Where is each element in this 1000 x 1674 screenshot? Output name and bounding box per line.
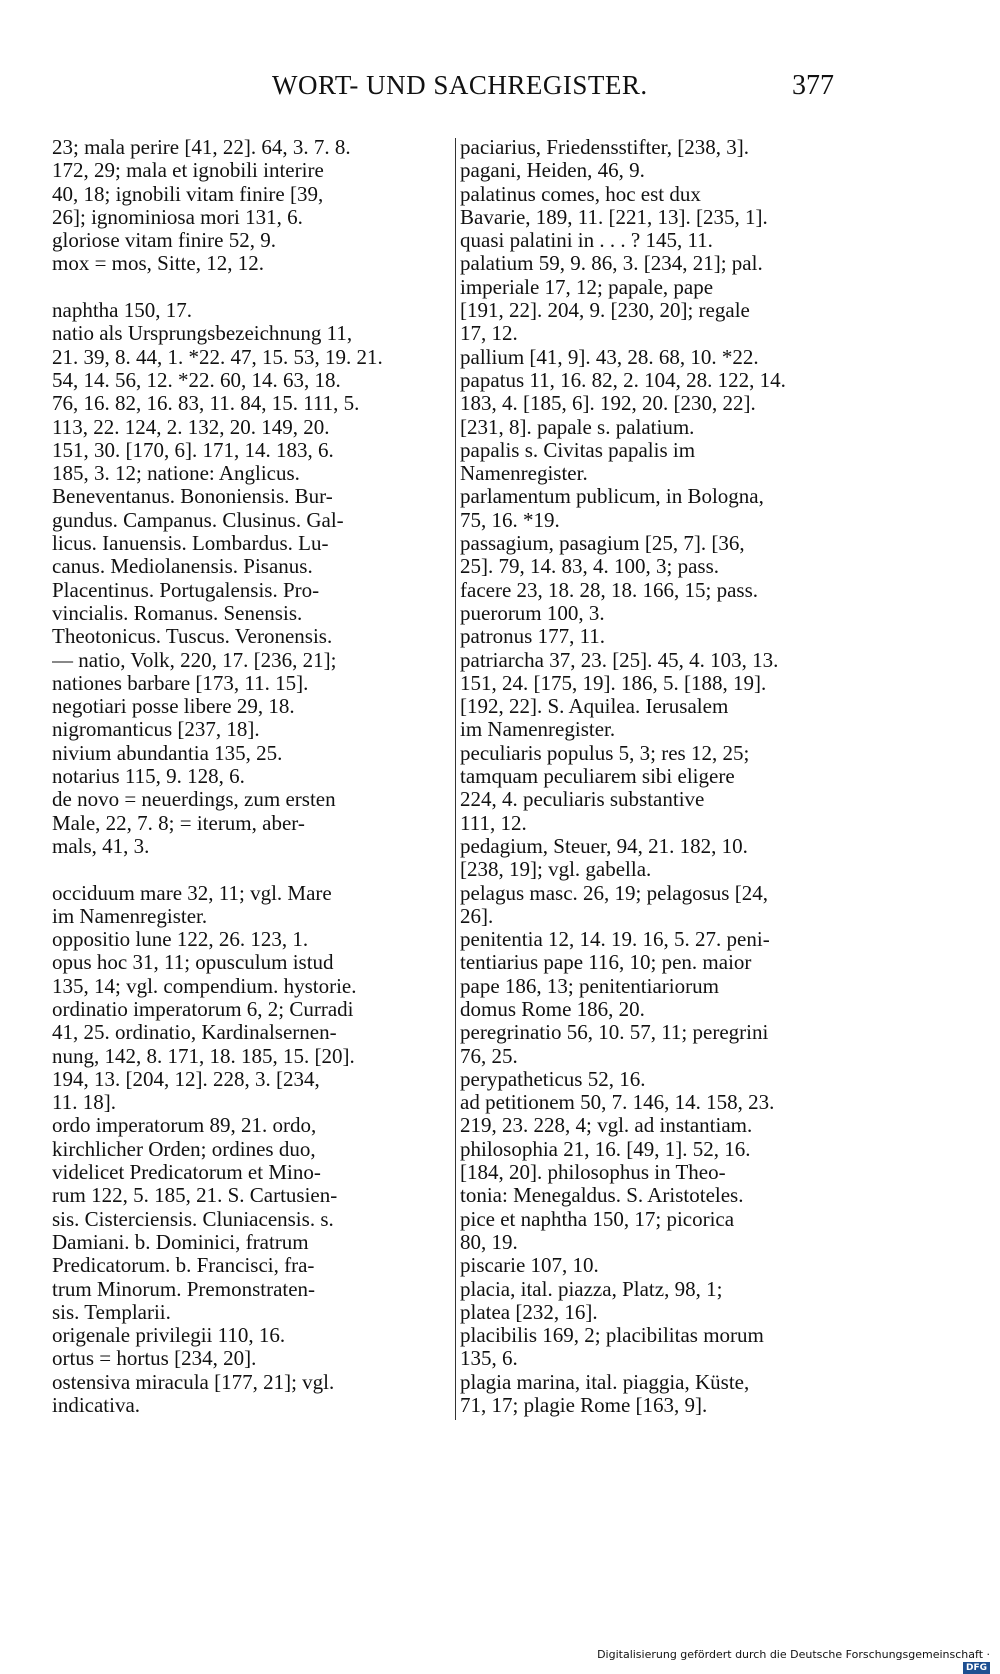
blank-line <box>52 276 444 299</box>
page-number: 377 <box>792 70 834 101</box>
index-line: 111, 12. <box>460 811 527 835</box>
index-line: tonia: Menegaldus. S. Aristoteles. <box>460 1184 744 1208</box>
index-line: puerorum 100, 3. <box>460 601 605 625</box>
index-line: ordinatio imperatorum 6, 2; Curradi <box>52 997 354 1021</box>
index-line: Male, 22, 7. 8; = iterum, aber- <box>52 811 305 835</box>
index-line: 151, 30. [170, 6]. 171, 14. 183, 6. <box>52 438 334 462</box>
index-line: naphtha 150, 17. <box>52 299 192 323</box>
index-line: 113, 22. 124, 2. 132, 20. 149, 20. <box>52 415 330 439</box>
index-line: 135, 6. <box>460 1347 518 1371</box>
column-divider <box>455 138 456 1420</box>
index-line: ostensiva miracula [177, 21]; vgl. <box>52 1370 335 1394</box>
index-line: papalis s. Civitas papalis im <box>460 438 696 462</box>
index-line: nivium abundantia 135, 25. <box>52 741 283 765</box>
index-line: peregrinatio 56, 10. 57, 11; peregrini <box>460 1021 769 1045</box>
index-line: mox = mos, Sitte, 12, 12. <box>52 252 264 276</box>
right-column <box>460 136 862 1417</box>
index-line: pelagus masc. 26, 19; pelagosus [24, <box>460 881 768 905</box>
index-line: pallium [41, 9]. 43, 28. 68, 10. *22. <box>460 345 759 369</box>
index-line: 26]; ignominiosa mori 131, 6. <box>52 205 303 229</box>
index-line: ortus = hortus [234, 20]. <box>52 1347 257 1371</box>
index-line: 11. 18]. <box>52 1091 116 1115</box>
index-line: pedagium, Steuer, 94, 21. 182, 10. <box>460 834 748 858</box>
index-line: imperiale 17, 12; papale, pape <box>460 275 714 299</box>
index-line: domus Rome 186, 20. <box>460 997 645 1021</box>
index-line: vincialis. Romanus. Senensis. <box>52 601 303 625</box>
index-line: 25]. 79, 14. 83, 4. 100, 3; pass. <box>460 555 719 579</box>
index-line: de novo = neuerdings, zum ersten <box>52 788 336 812</box>
index-line: parlamentum publicum, in Bologna, <box>460 485 764 509</box>
index-line: 40, 18; ignobili vitam finire [39, <box>52 182 324 206</box>
index-line: gloriose vitam finire 52, 9. <box>52 229 276 253</box>
index-line: platea [232, 16]. <box>460 1300 598 1324</box>
index-line: passagium, pasagium [25, 7]. [36, <box>460 532 745 556</box>
page-header <box>0 70 1000 110</box>
index-line: [192, 22]. S. Aquilea. Ierusalem <box>460 695 729 719</box>
index-line: 224, 4. peculiaris substantive <box>460 788 705 812</box>
index-line: mals, 41, 3. <box>52 834 150 858</box>
index-line: 172, 29; mala et ignobili interire <box>52 159 324 183</box>
index-line: palatinus comes, hoc est dux <box>460 182 701 206</box>
index-line: nung, 142, 8. 171, 18. 185, 15. [20]. <box>52 1044 355 1068</box>
index-line: [191, 22]. 204, 9. [230, 20]; regale <box>460 299 750 323</box>
index-line: 194, 13. [204, 12]. 228, 3. [234, <box>52 1067 320 1091</box>
index-line: patronus 177, 11. <box>460 625 606 649</box>
index-line: pagani, Heiden, 46, 9. <box>460 159 645 183</box>
index-line: [184, 20]. philosophus in Theo- <box>460 1161 726 1185</box>
index-line: nationes barbare [173, 11. 15]. <box>52 671 309 695</box>
index-line: perypatheticus 52, 16. <box>460 1067 646 1091</box>
index-line: papatus 11, 16. 82, 2. 104, 28. 122, 14. <box>460 368 786 392</box>
index-line: oppositio lune 122, 26. 123, 1. <box>52 928 309 952</box>
index-line: 185, 3. 12; natione: Anglicus. <box>52 462 300 486</box>
index-line: videlicet Predicatorum et Mino- <box>52 1161 321 1185</box>
footer <box>590 1648 990 1673</box>
index-line: placia, ital. piazza, Platz, 98, 1; <box>460 1277 723 1301</box>
index-line: ordo imperatorum 89, 21. ordo, <box>52 1114 317 1138</box>
index-line: placibilis 169, 2; placibilitas morum <box>460 1324 764 1348</box>
index-line: 54, 14. 56, 12. *22. 60, 14. 63, 18. <box>52 368 341 392</box>
index-line: 23; mala perire [41, 22]. 64, 3. 7. 8. <box>52 136 351 159</box>
index-line: 219, 23. 228, 4; vgl. ad instantiam. <box>460 1114 753 1138</box>
index-line: 26]. <box>460 904 494 928</box>
index-line: [238, 19]; vgl. gabella. <box>460 858 652 882</box>
index-line: notarius 115, 9. 128, 6. <box>52 765 245 789</box>
index-line: im Namenregister. <box>52 904 208 928</box>
index-line: Beneventanus. Bononiensis. Bur- <box>52 485 333 509</box>
blank-line <box>52 858 444 881</box>
index-line: gundus. Campanus. Clusinus. Gal- <box>52 508 344 532</box>
index-line: 135, 14; vgl. compendium. hystorie. <box>52 974 357 998</box>
index-line: philosophia 21, 16. [49, 1]. 52, 16. <box>460 1137 751 1161</box>
index-line: pape 186, 13; penitentiariorum <box>460 974 719 998</box>
index-line: rum 122, 5. 185, 21. S. Cartusien- <box>52 1184 338 1208</box>
index-line: Namenregister. <box>460 462 588 486</box>
index-line: plagia marina, ital. piaggia, Küste, <box>460 1370 750 1394</box>
index-line: 76, 16. 82, 16. 83, 11. 84, 15. 111, 5. <box>52 392 360 416</box>
index-line: — natio, Volk, 220, 17. [236, 21]; <box>52 648 337 672</box>
index-line: origenale privilegii 110, 16. <box>52 1324 286 1348</box>
index-line: 71, 17; plagie Rome [163, 9]. <box>460 1394 708 1418</box>
index-line: licus. Ianuensis. Lombardus. Lu- <box>52 532 329 556</box>
index-line: 183, 4. [185, 6]. 192, 20. [230, 22]. <box>460 392 756 416</box>
index-line: ad petitionem 50, 7. 146, 14. 158, 23. <box>460 1091 775 1115</box>
index-line: kirchlicher Orden; ordines duo, <box>52 1137 316 1161</box>
index-line: palatium 59, 9. 86, 3. [234, 21]; pal. <box>460 252 763 276</box>
index-line: 75, 16. *19. <box>460 508 560 532</box>
index-line: piscarie 107, 10. <box>460 1254 599 1278</box>
index-line: Bavarie, 189, 11. [221, 13]. [235, 1]. <box>460 205 768 229</box>
index-line: negotiari posse libere 29, 18. <box>52 695 295 719</box>
index-line: 76, 25. <box>460 1044 518 1068</box>
footer-credit: Digitalisierung gefördert durch die Deutsche Forschungsgemeinschaft · <box>597 1648 990 1661</box>
index-line: Theotonicus. Tuscus. Veronensis. <box>52 625 333 649</box>
index-line: 80, 19. <box>460 1230 518 1254</box>
index-line: facere 23, 18. 28, 18. 166, 15; pass. <box>460 578 759 602</box>
index-line: Damiani. b. Dominici, fratrum <box>52 1230 309 1254</box>
index-line: 151, 24. [175, 19]. 186, 5. [188, 19]. <box>460 671 767 695</box>
index-line: patriarcha 37, 23. [25]. 45, 4. 103, 13. <box>460 648 779 672</box>
index-line: tentiarius pape 116, 10; pen. maior <box>460 951 752 975</box>
index-line: quasi palatini in . . . ? 145, 11. <box>460 229 713 253</box>
index-line: trum Minorum. Premonstraten- <box>52 1277 316 1301</box>
index-line: 17, 12. <box>460 322 518 346</box>
index-line: [231, 8]. papale s. palatium. <box>460 415 695 439</box>
index-line: sis. Templarii. <box>52 1300 171 1324</box>
index-line: natio als Ursprungsbezeichnung 11, <box>52 322 353 346</box>
dfg-logo: DFG <box>963 1662 990 1674</box>
index-line: 21. 39, 8. 44, 1. *22. 47, 15. 53, 19. 21. <box>52 345 383 369</box>
index-line: Predicatorum. b. Francisci, fra- <box>52 1254 315 1278</box>
index-line: nigromanticus [237, 18]. <box>52 718 260 742</box>
index-line: indicativa. <box>52 1394 141 1418</box>
index-line: paciarius, Friedensstifter, [238, 3]. <box>460 136 749 159</box>
index-line: canus. Mediolanensis. Pisanus. <box>52 555 313 579</box>
index-line: Placentinus. Portugalensis. Pro- <box>52 578 320 602</box>
index-line: occiduum mare 32, 11; vgl. Mare <box>52 881 332 905</box>
index-line: peculiaris populus 5, 3; res 12, 25; <box>460 741 750 765</box>
index-line: 41, 25. ordinatio, Kardinalsernen- <box>52 1021 337 1045</box>
running-title: WORT- UND SACHREGISTER. <box>272 70 648 100</box>
index-line: opus hoc 31, 11; opusculum istud <box>52 951 334 975</box>
left-column <box>52 136 444 1417</box>
index-line: im Namenregister. <box>460 718 616 742</box>
index-line: sis. Cisterciensis. Cluniacensis. s. <box>52 1207 334 1231</box>
index-line: penitentia 12, 14. 19. 16, 5. 27. peni- <box>460 928 770 952</box>
index-line: tamquam peculiarem sibi eligere <box>460 765 735 789</box>
index-line: pice et naphtha 150, 17; picorica <box>460 1207 735 1231</box>
